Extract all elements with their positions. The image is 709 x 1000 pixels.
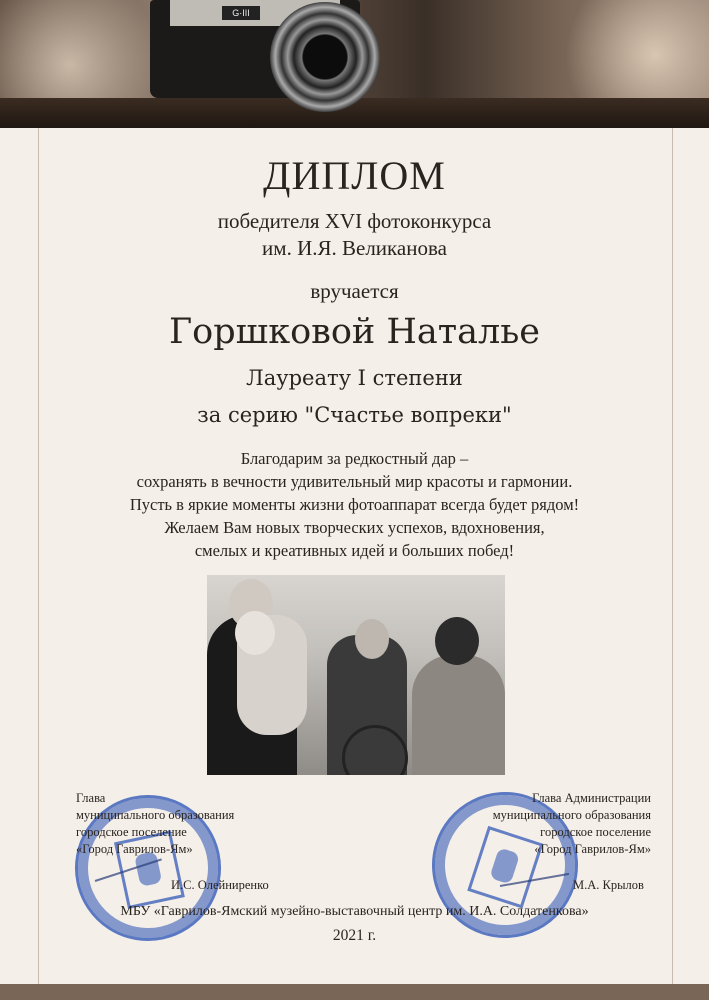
winning-photo bbox=[207, 575, 505, 775]
thanks-line: сохранять в вечности удивительный мир красоты и гармонии. bbox=[136, 472, 573, 491]
signature-right-line: городское поселение bbox=[540, 825, 651, 839]
photo-child-head bbox=[235, 611, 275, 655]
signature-right-line: «Город Гаврилов-Ям» bbox=[534, 842, 651, 856]
diploma-year: 2021 г. bbox=[332, 927, 377, 944]
thanks-line: Благодарим за редкостный дар – bbox=[240, 449, 469, 468]
diploma-subtitle bbox=[0, 208, 709, 262]
organization-name: МБУ «Гаврилов-Ямский музейно-выставочный центр им. И.А. Солдатенкова» bbox=[120, 904, 589, 919]
thanks-paragraph bbox=[0, 447, 709, 562]
camera-badge: G·III bbox=[222, 6, 260, 20]
laureate-text: Лауреату I степени bbox=[246, 366, 463, 390]
subtitle-line-2: им. И.Я. Великанова bbox=[262, 236, 447, 260]
thanks-line: Пусть в яркие моменты жизни фотоаппарат всегда будет рядом! bbox=[129, 495, 580, 514]
subtitle-line-1: победителя XVI фотоконкурса bbox=[217, 209, 492, 233]
signature-left-line: «Город Гаврилов-Ям» bbox=[76, 842, 193, 856]
photo-woman-right bbox=[412, 655, 505, 775]
camera-lens bbox=[270, 2, 380, 112]
signature-block-right bbox=[421, 790, 651, 858]
signature-block-left bbox=[76, 790, 306, 858]
signature-left-line: городское поселение bbox=[76, 825, 187, 839]
recipient-name: Горшковой Наталье bbox=[169, 312, 540, 352]
photo-man-head bbox=[355, 619, 389, 659]
camera-icon bbox=[150, 0, 390, 112]
footer-band bbox=[0, 984, 709, 1000]
thanks-line: Желаем Вам новых творческих успехов, вдохновения, bbox=[164, 518, 545, 537]
signature-left-line: Глава bbox=[76, 791, 106, 805]
thanks-line: смелых и креативных идей и больших побед! bbox=[194, 541, 515, 560]
series-text: за серию "Счастье вопреки" bbox=[197, 403, 512, 427]
header-camera-photo bbox=[0, 0, 709, 128]
signature-right-line: Глава Администрации bbox=[532, 791, 651, 805]
photo-woman-right-head bbox=[435, 617, 479, 665]
diploma-title: ДИПЛОМ bbox=[263, 153, 446, 198]
signature-right-line: муниципального образования bbox=[492, 808, 651, 822]
signature-left-name: И.С. Олейниренко bbox=[171, 878, 269, 892]
signature-left-line: муниципального образования bbox=[76, 808, 235, 822]
signature-right-name: М.А. Крылов bbox=[573, 878, 644, 892]
awarded-text: вручается bbox=[310, 279, 399, 303]
